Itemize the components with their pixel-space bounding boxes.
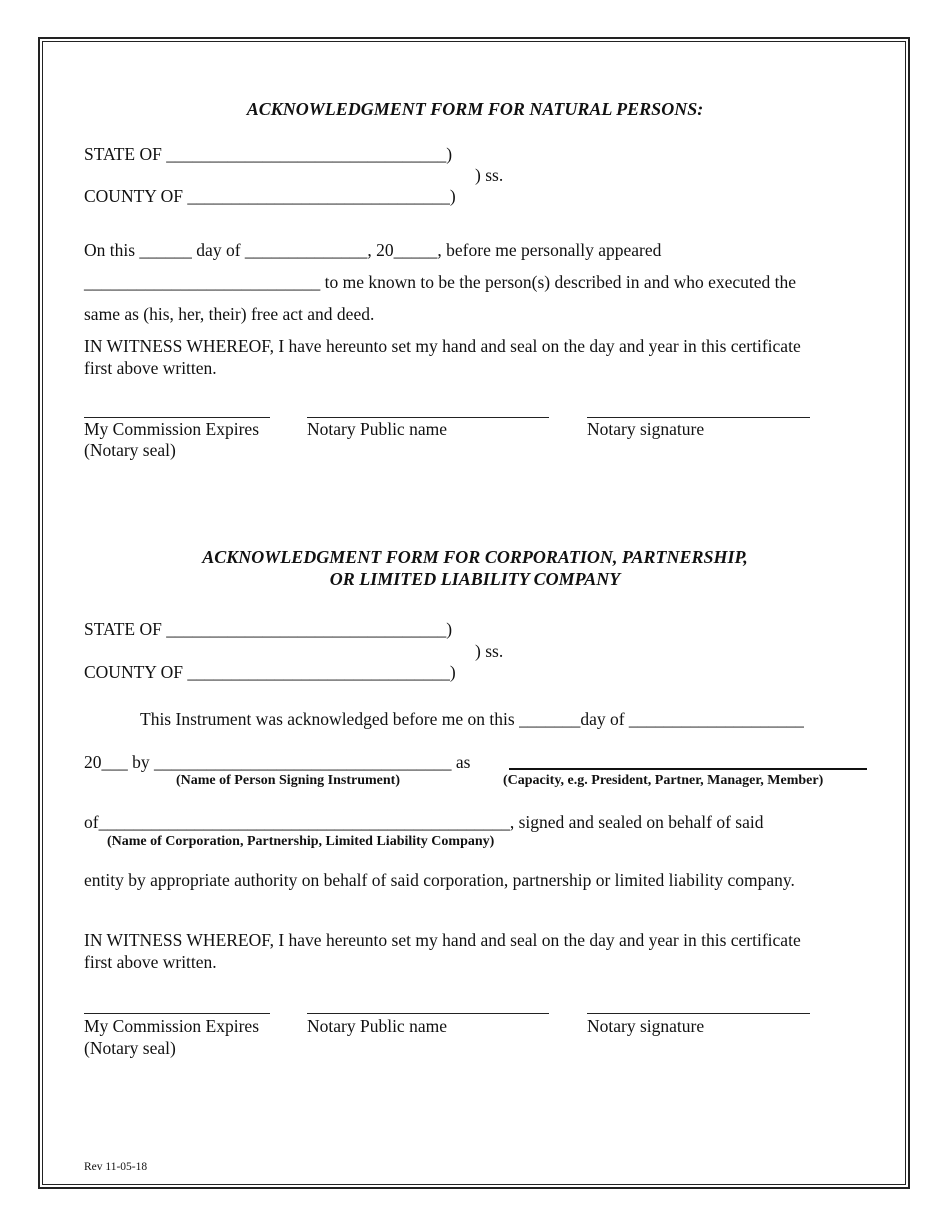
section2-entity-name-line[interactable]: of_______________________________________________, signed and sealed on behalf of said [84, 812, 764, 832]
section2-notary-name-signature-line[interactable] [307, 1013, 549, 1014]
section1-witness-text-line1: IN WITNESS WHEREOF, I have hereunto set my hand and seal on the day and year in this certificate [84, 336, 801, 356]
section2-title-line1: ACKNOWLEDGMENT FORM FOR CORPORATION, PARTNERSHIP, [202, 547, 748, 567]
section2-title-line2: OR LIMITED LIABILITY COMPANY [329, 569, 621, 589]
section2-commission-signature-line[interactable] [84, 1013, 270, 1014]
section1-notary-name-label: Notary Public name [307, 419, 447, 439]
section2-witness-text-line2: first above written. [84, 952, 217, 972]
section2-witness-text-line1: IN WITNESS WHEREOF, I have hereunto set my hand and seal on the day and year in this certificate [84, 930, 801, 950]
section1-notary-signature-label: Notary signature [587, 419, 705, 439]
section2-ss-label: ) ss. [475, 641, 504, 661]
section2-notary-signature-line[interactable] [587, 1013, 810, 1014]
section2-state-field[interactable]: STATE OF ________________________________) [84, 619, 453, 639]
section2-capacity-field-line[interactable] [509, 768, 867, 770]
section1-ss-label: ) ss. [475, 165, 504, 185]
section2-authority-text: entity by appropriate authority on behalf of said corporation, partnership or limited liability company. [84, 870, 795, 890]
section2-commission-label: My Commission Expires [84, 1016, 260, 1036]
section2-caption-capacity: (Capacity, e.g. President, Partner, Manager, Member) [503, 773, 824, 788]
section1-commission-signature-line[interactable] [84, 417, 270, 418]
section2-county-field[interactable]: COUNTY OF ______________________________) [84, 662, 456, 682]
section1-free-act-text: same as (his, her, their) free act and deed. [84, 304, 375, 324]
section2-caption-name: (Name of Person Signing Instrument) [176, 773, 400, 788]
section1-commission-label: My Commission Expires [84, 419, 260, 439]
revision-label: Rev 11-05-18 [84, 1161, 148, 1173]
section2-caption-entity: (Name of Corporation, Partnership, Limited Liability Company) [107, 834, 495, 849]
section1-witness-text-line2: first above written. [84, 358, 217, 378]
section1-person-line[interactable]: ___________________________ to me known to be the person(s) described in and who executed the [84, 272, 797, 292]
section1-appearance-line[interactable]: On this ______ day of ______________, 20_____, before me personally appeared [84, 240, 662, 260]
section2-notary-signature-label: Notary signature [587, 1016, 705, 1036]
section2-notary-name-label: Notary Public name [307, 1016, 447, 1036]
section2-instrument-line[interactable]: This Instrument was acknowledged before me on this _______day of ____________________ [140, 709, 804, 729]
section2-by-line[interactable]: 20___ by __________________________________ as [84, 752, 471, 772]
section1-title: ACKNOWLEDGMENT FORM FOR NATURAL PERSONS: [246, 99, 704, 119]
section1-notary-signature-line[interactable] [587, 417, 810, 418]
section1-state-field[interactable]: STATE OF ________________________________) [84, 144, 453, 164]
section2-seal-label: (Notary seal) [84, 1038, 176, 1058]
section1-seal-label: (Notary seal) [84, 440, 176, 460]
section1-county-field[interactable]: COUNTY OF ______________________________) [84, 186, 456, 206]
section1-notary-name-signature-line[interactable] [307, 417, 549, 418]
